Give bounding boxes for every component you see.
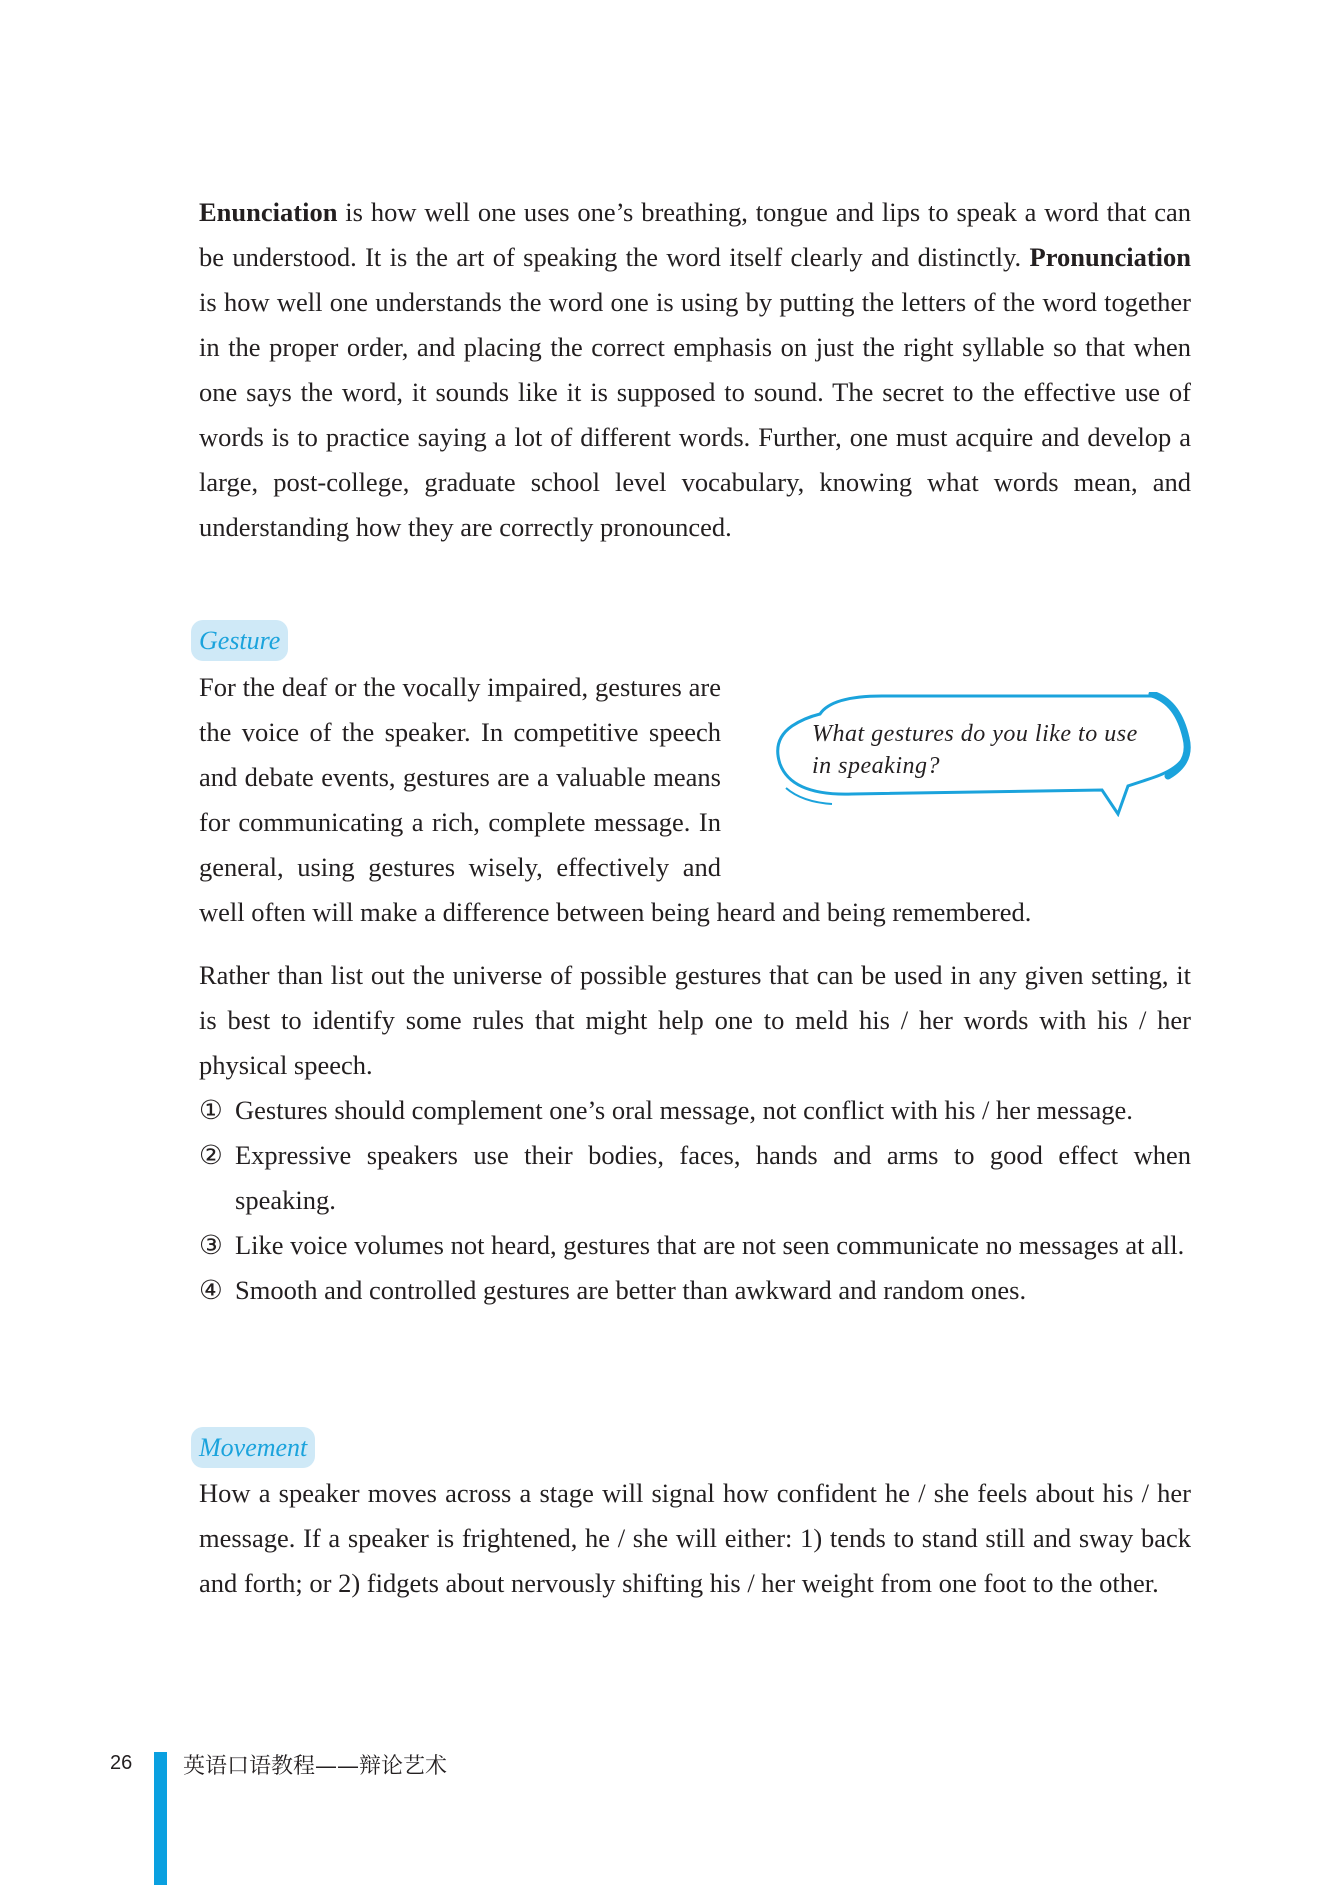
- callout-question: What gestures do you like to use in speaking?: [812, 721, 1138, 779]
- book-title: 英语口语教程——辩论艺术: [183, 1754, 448, 1779]
- list-text: Like voice volumes not heard, gestures that are not seen communicate no messages at all.: [235, 1230, 1185, 1260]
- list-text: Gestures should complement one’s oral message, not conflict with his / her message.: [235, 1095, 1133, 1125]
- pronunciation-text: is how well one understands the word one is using by putting the letters of the word together in the proper order, and placing the correct emphasis on just the right syllable so that when one says the word, it sounds like it is supposed to sound. The secret to the effective use of words is to practice saying a lot of different words. Further, one must acquire and develop a large, post-college, graduate school level vocabulary, knowing what words mean, and understanding how they are correctly pronounced.: [199, 287, 1191, 542]
- list-number: ②: [199, 1140, 223, 1170]
- list-number: ①: [199, 1095, 223, 1125]
- list-text: Expressive speakers use their bodies, faces, hands and arms to good effect when speaking.: [235, 1140, 1191, 1215]
- movement-heading: Movement: [191, 1427, 315, 1468]
- gesture-rules-block: [199, 953, 1191, 1313]
- list-item: [199, 1133, 1191, 1223]
- list-number: ③: [199, 1230, 223, 1260]
- enunciation-paragraph: [199, 190, 1191, 550]
- movement-block: [199, 1471, 1191, 1606]
- movement-paragraph: How a speaker moves across a stage will signal how confident he / she feels about his / her message. If a speaker is frightened, he / she will either: 1) tends to stand still and sway back and forth; or 2) fidgets about nervously shifting his / her weight from one foot to the other.: [199, 1478, 1191, 1598]
- gesture-paragraph-1: For the deaf or the vocally impaired, gestures are the voice of the speaker. In competitive speech and debate events, gestures are a valuable means for communicating a rich, complete message. In general, using gestures wisely, effectively and well often will make a difference between being heard and being remembered.: [199, 672, 1032, 927]
- page-number: 26: [110, 1752, 133, 1774]
- list-text: Smooth and controlled gestures are better than awkward and random ones.: [235, 1275, 1027, 1305]
- term-pronunciation: Pronunciation: [1029, 242, 1191, 272]
- gesture-heading: Gesture: [191, 620, 288, 661]
- enunciation-block: [199, 190, 1191, 550]
- enunciation-text: is how well one uses one’s breathing, tongue and lips to speak a word that can be understood. It is the art of speaking the word itself clearly and distinctly.: [199, 197, 1191, 272]
- list-item: [199, 1223, 1191, 1268]
- gesture-paragraph-2: Rather than list out the universe of possible gestures that can be used in any given setting, it is best to identify some rules that might help one to meld his / her words with his / her physical speech.: [199, 960, 1191, 1080]
- list-item: [199, 1268, 1191, 1313]
- list-item: [199, 1088, 1191, 1133]
- footer-accent-bar: [154, 1752, 167, 1885]
- list-number: ④: [199, 1275, 223, 1305]
- term-enunciation: Enunciation: [199, 197, 338, 227]
